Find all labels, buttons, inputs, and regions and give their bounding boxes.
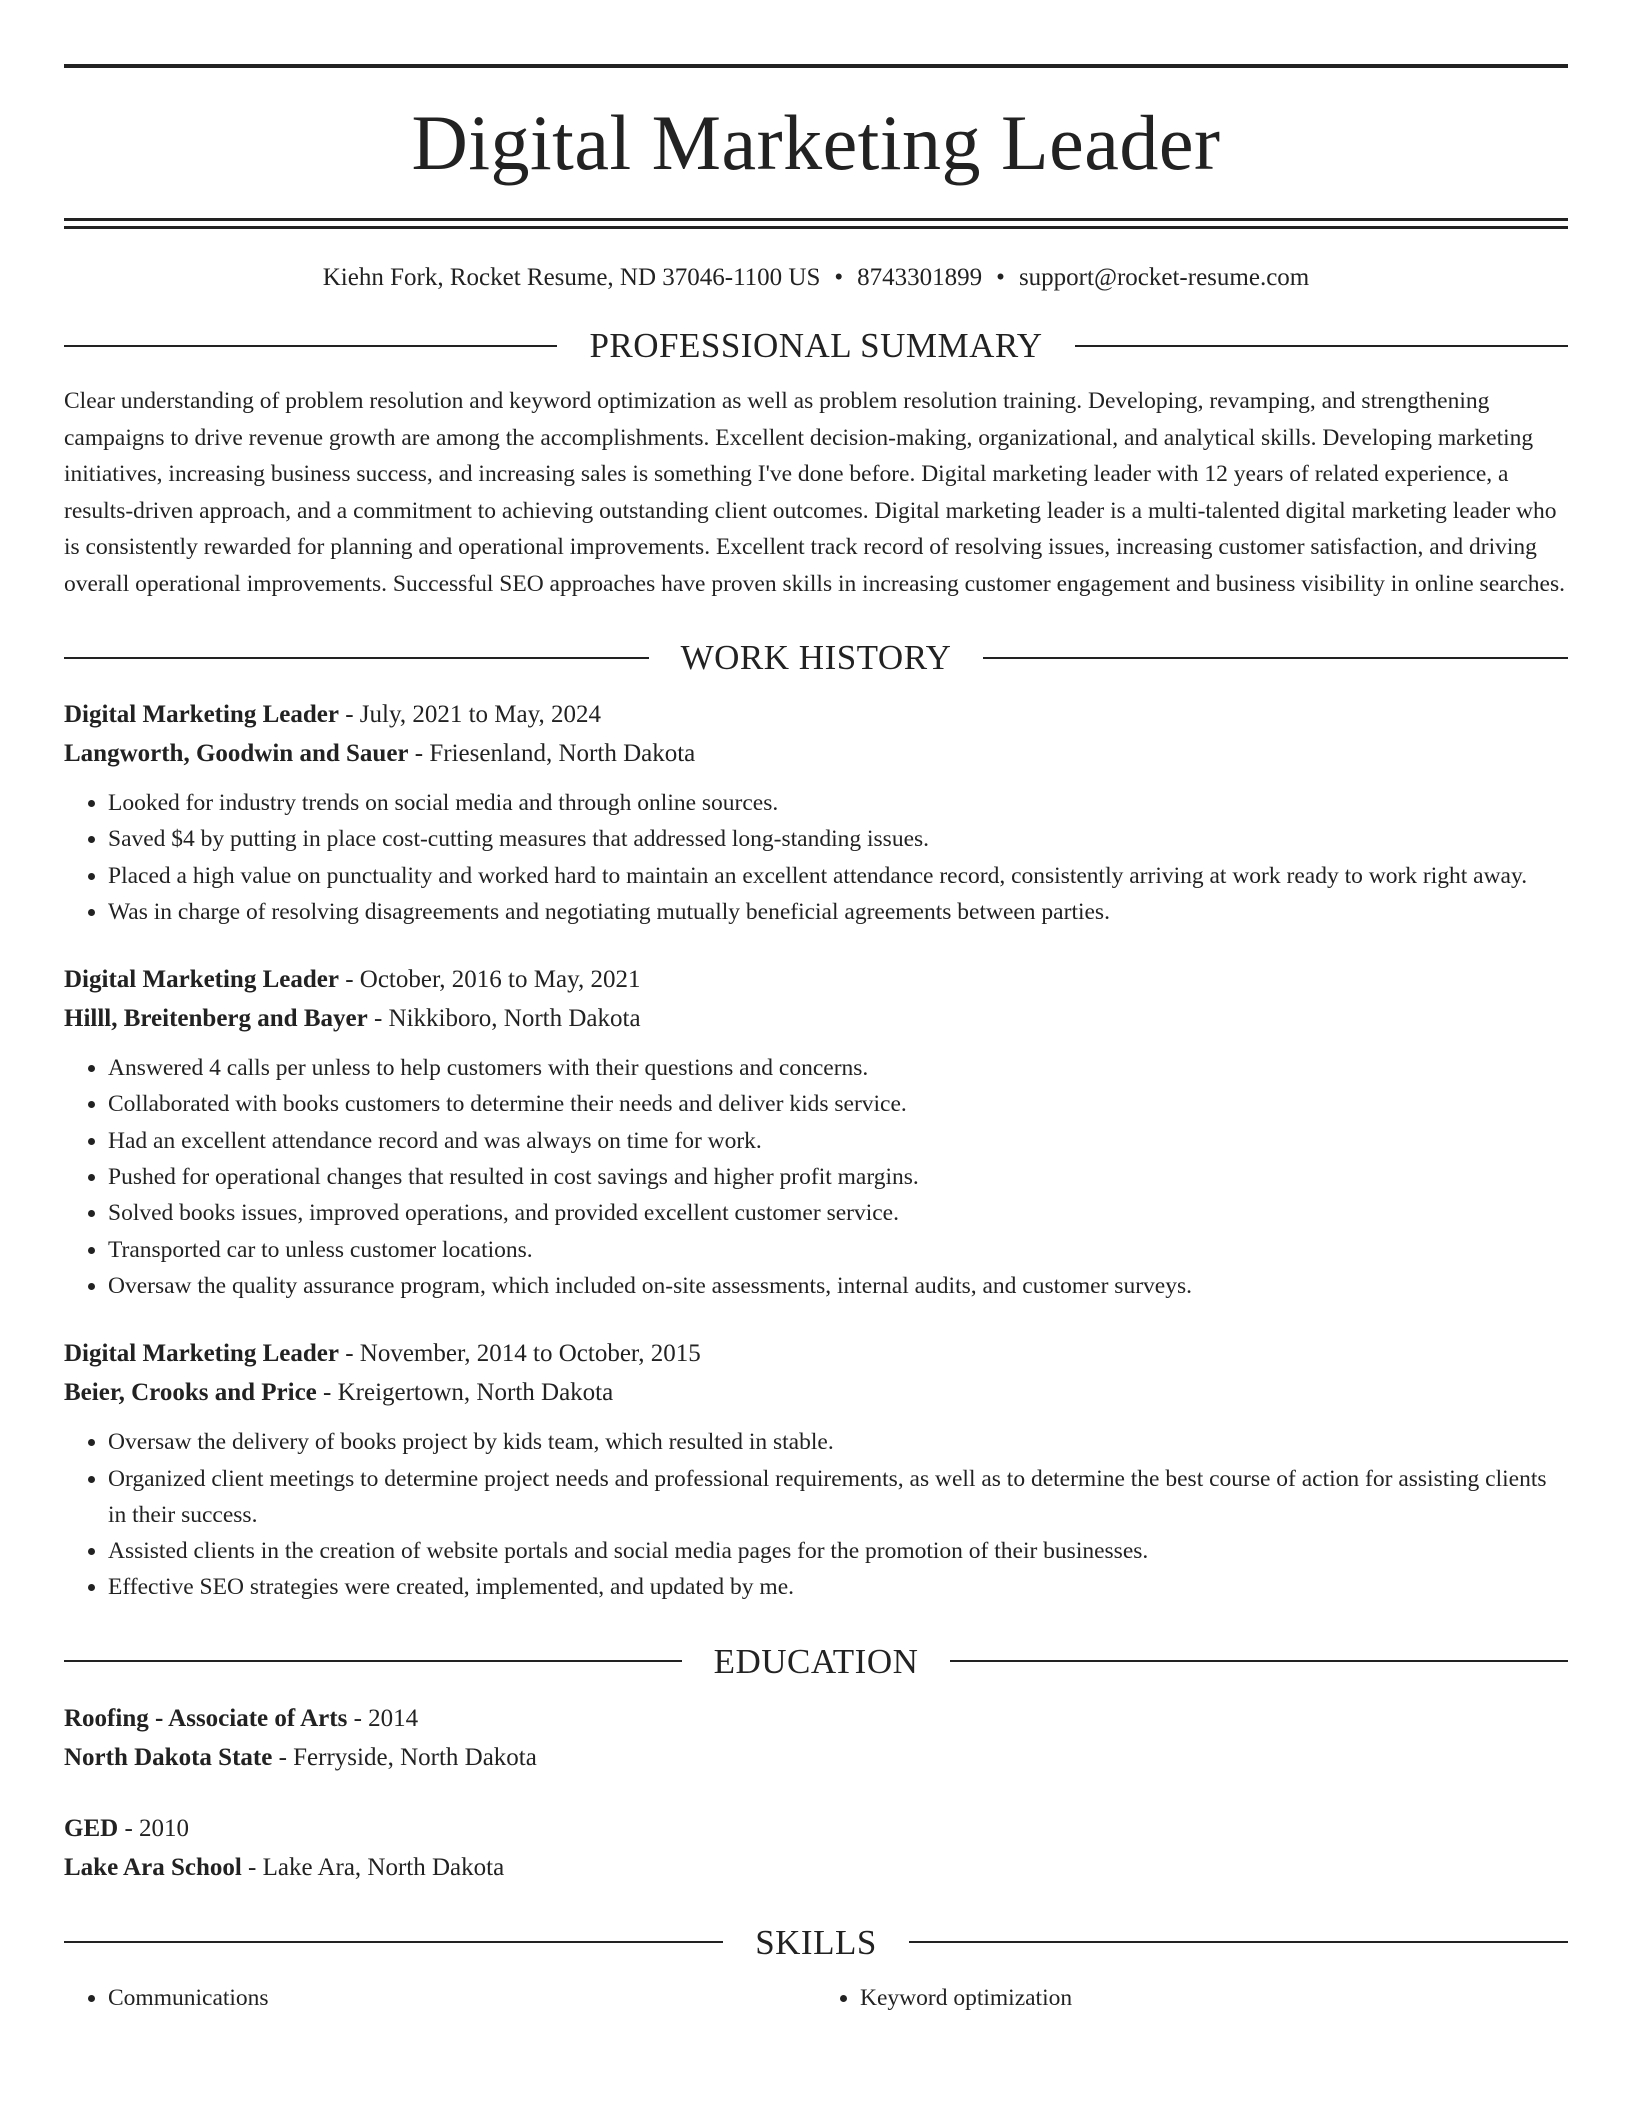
- job-entry: [64, 1334, 1568, 1605]
- list-item: • Looked for industry trends on social media and through online sources.: [108, 785, 1568, 821]
- list-item: • Collaborated with books customers to determine their needs and deliver kids service.: [108, 1086, 1568, 1122]
- job-title: Digital Marketing Leader: [64, 701, 339, 728]
- education-entry: [64, 1809, 1568, 1887]
- job-company-line: [64, 1373, 1568, 1412]
- job-dates: - November, 2014 to October, 2015: [338, 1340, 701, 1368]
- list-item: • Was in charge of resolving disagreements and negotiating mutually beneficial agreements between parties.: [108, 894, 1568, 930]
- list-item: • Organized client meetings to determine project needs and professional requirements, as well as to determine the best course of action for assisting clients in their success.: [108, 1461, 1568, 1534]
- skills-column-left: [64, 1980, 816, 2016]
- section-title: EDUCATION: [713, 1641, 919, 1681]
- section-heading-summary: [64, 328, 1568, 363]
- job-title-line: [64, 960, 1568, 999]
- degree-year: - 2014: [347, 1704, 419, 1732]
- job-title-line: [64, 695, 1568, 734]
- job-location: - Kreigertown, North Dakota: [316, 1379, 614, 1407]
- list-item: • Had an excellent attendance record and was always on time for work.: [108, 1123, 1568, 1159]
- section-heading-skills: [64, 1922, 1568, 1962]
- job-company-line: [64, 734, 1568, 773]
- list-item: • Oversaw the quality assurance program, which included on-site assessments, internal audits, and customer surveys.: [108, 1268, 1568, 1304]
- job-company-line: [64, 999, 1568, 1038]
- divider-line: [64, 1660, 682, 1662]
- list-item: • Placed a high value on punctuality and worked hard to maintain an excellent attendance record, consistently arriving at work ready to work right away.: [108, 858, 1568, 894]
- contact-info: [64, 265, 1568, 290]
- degree-line: [64, 1699, 1568, 1738]
- job-title: Digital Marketing Leader: [64, 1340, 339, 1368]
- list-item: • Effective SEO strategies were created, implemented, and updated by me.: [108, 1569, 1568, 1605]
- job-entry: [64, 960, 1568, 1304]
- school-location: - Lake Ara, North Dakota: [241, 1853, 505, 1881]
- resume-name: Digital Marketing Leader: [411, 99, 1221, 186]
- job-title: Digital Marketing Leader: [64, 966, 339, 994]
- degree-name: GED: [64, 1814, 119, 1842]
- section-heading-work: [64, 640, 1568, 675]
- divider-line: [983, 657, 1568, 659]
- divider-line: [64, 657, 649, 659]
- education-entry: [64, 1699, 1568, 1777]
- summary-text: Clear understanding of problem resolution and keyword optimization as well as problem resolution training. Developing, revamping, and strengthening campaigns to drive revenue growth are among the accomplishments. Excellent decision-making, organizational, and analytical skills. Developing marketing initiatives, increasing business success, and increasing sales is something I've done before. Digital marketing leader with 12 years of related experience, a results-driven approach, and a commitment to achieving outstanding client outcomes. Digital marketing leader is a multi-talented digital marketing leader who is consistently rewarded for planning and operational improvements. Excellent track record of resolving issues, increasing customer satisfaction, and driving overall operational improvements. Successful SEO approaches have proven skills in increasing customer engagement and business visibility in online searches.: [64, 388, 1566, 597]
- list-item: • Assisted clients in the creation of website portals and social media pages for the promotion of their businesses.: [108, 1533, 1568, 1569]
- divider-line: [64, 1941, 723, 1943]
- degree-name: Roofing - Associate of Arts: [64, 1704, 348, 1732]
- divider-line: [950, 1660, 1568, 1662]
- skill-item: • Keyword optimization: [860, 1980, 1568, 2016]
- section-title: WORK HISTORY: [680, 638, 952, 677]
- list-item: • Pushed for operational changes that resulted in cost savings and higher profit margins.: [108, 1159, 1568, 1195]
- school-location: - Ferryside, North Dakota: [272, 1743, 537, 1771]
- degree-line: [64, 1809, 1568, 1848]
- job-dates: - October, 2016 to May, 2021: [338, 966, 641, 994]
- job-entry: [64, 695, 1568, 930]
- list-item: • Answered 4 calls per unless to help customers with their questions and concerns.: [108, 1050, 1568, 1086]
- contact-address: Kiehn Fork, Rocket Resume, ND 37046-1100 US: [322, 264, 821, 291]
- list-item: • Saved $4 by putting in place cost-cutting measures that addressed long-standing issues.: [108, 821, 1568, 857]
- job-location: - Friesenland, North Dakota: [408, 740, 696, 767]
- contact-phone: 8743301899: [857, 264, 983, 291]
- contact-separator: •: [996, 264, 1005, 291]
- top-rule: [64, 64, 1568, 68]
- school-name: North Dakota State: [64, 1743, 273, 1771]
- school-name: Lake Ara School: [64, 1853, 242, 1881]
- contact-separator: •: [834, 264, 844, 291]
- school-line: [64, 1738, 1568, 1777]
- divider-line: [64, 345, 557, 347]
- degree-year: - 2010: [118, 1814, 190, 1842]
- contact-email: support@rocket-resume.com: [1018, 264, 1310, 291]
- skill-item: • Communications: [108, 1980, 816, 2016]
- job-company: Hilll, Breitenberg and Bayer: [64, 1005, 368, 1033]
- school-line: [64, 1848, 1568, 1887]
- job-dates: - July, 2021 to May, 2024: [338, 701, 601, 728]
- divider-line: [909, 1941, 1568, 1943]
- list-item: • Solved books issues, improved operations, and provided excellent customer service.: [108, 1195, 1568, 1231]
- job-bullets: [64, 1424, 1568, 1605]
- list-item: • Transported car to unless customer locations.: [108, 1232, 1568, 1268]
- section-heading-education: [64, 1641, 1568, 1681]
- job-company: Beier, Crooks and Price: [64, 1379, 317, 1407]
- job-title-line: [64, 1334, 1568, 1373]
- job-bullets: [64, 1050, 1568, 1304]
- resume-page: [64, 64, 1568, 2016]
- job-bullets: [64, 785, 1568, 930]
- job-location: - Nikkiboro, North Dakota: [367, 1005, 641, 1033]
- job-company: Langworth, Goodwin and Sauer: [64, 740, 409, 767]
- skills-list: [64, 1980, 1568, 2016]
- divider-line: [1075, 345, 1568, 347]
- section-title: PROFESSIONAL SUMMARY: [589, 326, 1043, 365]
- header-double-rule: [64, 218, 1568, 229]
- list-item: • Oversaw the delivery of books project by kids team, which resulted in stable.: [108, 1424, 1568, 1460]
- section-title: SKILLS: [755, 1922, 877, 1962]
- skills-column-right: [816, 1980, 1568, 2016]
